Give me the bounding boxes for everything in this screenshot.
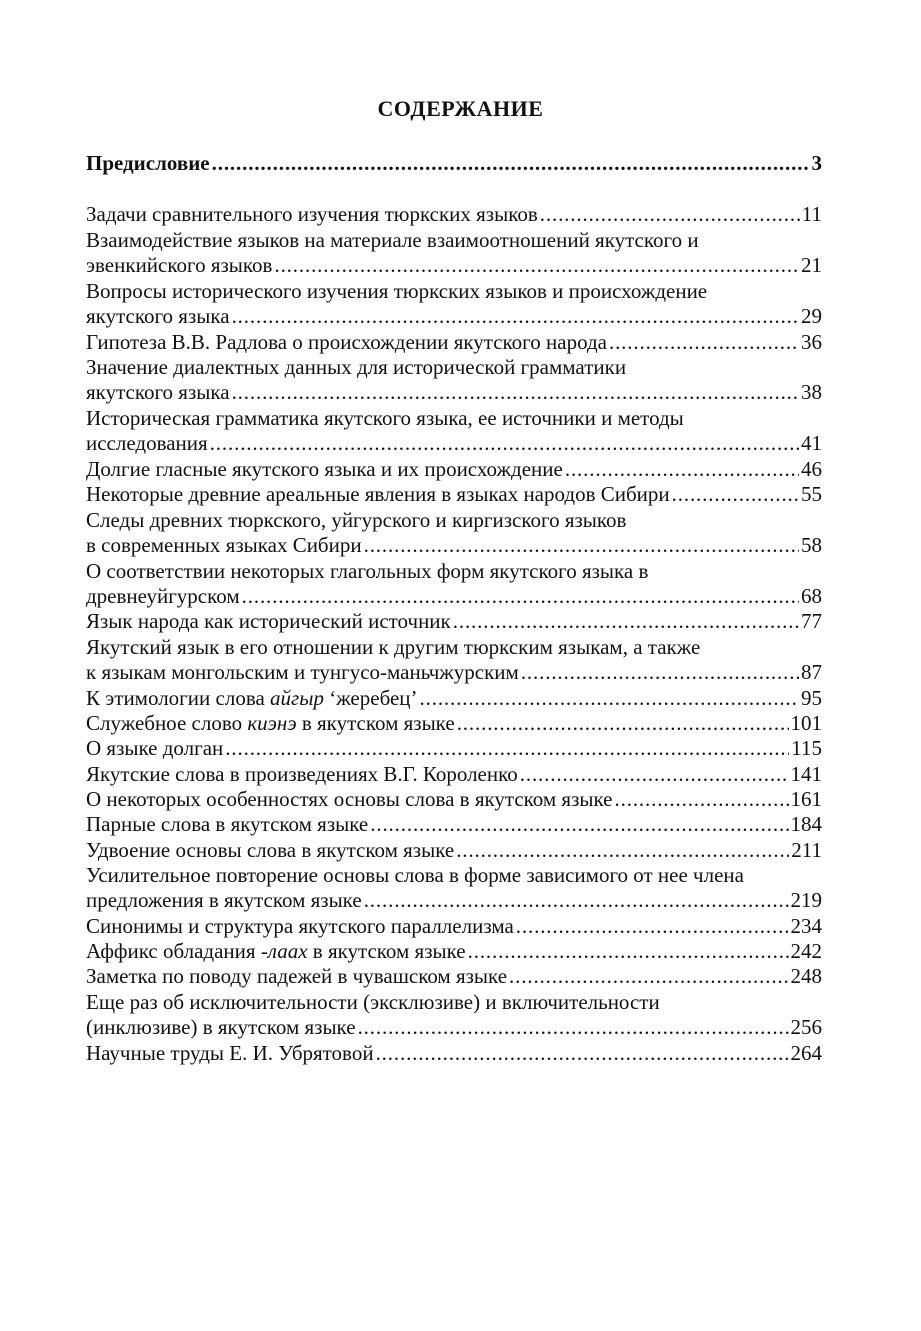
toc-entry-label: эвенкийского языков xyxy=(86,253,273,277)
toc-page-number: 161 xyxy=(790,787,822,811)
toc-entry xyxy=(86,609,822,634)
toc-entry-label: Задачи сравнительного изучения тюркских языков xyxy=(86,202,538,226)
toc-entry-label: Долгие гласные якутского языка и их происхождение xyxy=(86,457,563,481)
toc-entry-line: Следы древних тюркского, уйгурского и киргизского языков xyxy=(86,508,627,532)
toc-page-number: 115 xyxy=(791,736,822,760)
toc-entry xyxy=(86,939,822,964)
toc-entry-label: Предисловие xyxy=(86,151,210,175)
toc-page-number: 219 xyxy=(790,888,822,912)
dot-leader xyxy=(420,686,799,711)
toc-page-number: 211 xyxy=(791,838,822,862)
toc-entry-label xyxy=(86,686,418,711)
toc-page-number: 141 xyxy=(790,762,822,786)
toc-page-number: 248 xyxy=(790,964,822,988)
toc-entry-label: Заметка по поводу падежей в чувашском языке xyxy=(86,964,508,988)
toc-entry-label-part: Аффикс обладания xyxy=(86,939,261,963)
toc-entry-line: Усилительное повторение основы слова в форме зависимого от нее члена xyxy=(86,863,744,887)
toc-entry-label: древнеуйгурском xyxy=(86,584,240,608)
toc-page-number: 41 xyxy=(801,431,822,455)
toc-entry xyxy=(86,431,822,456)
toc-entry-label: исследования xyxy=(86,431,208,455)
toc-entry xyxy=(86,888,822,913)
toc-entry xyxy=(86,914,822,939)
toc-entry-label: О некоторых особенностях основы слова в якутском языке xyxy=(86,787,613,811)
page-title: СОДЕРЖАНИЕ xyxy=(377,96,544,121)
toc-entry-line: Взаимодействие языков на материале взаимоотношений якутского и xyxy=(86,228,699,252)
dot-leader xyxy=(456,838,789,863)
toc-page-number: 21 xyxy=(801,253,822,277)
toc-page-number: 11 xyxy=(801,202,822,226)
dot-leader xyxy=(364,533,799,558)
toc-entry-label: Гипотеза В.В. Радлова о происхождении якутского народа xyxy=(86,330,607,354)
dot-leader xyxy=(376,1041,789,1066)
dot-leader xyxy=(212,151,810,176)
toc-entry xyxy=(86,330,822,355)
toc-entry xyxy=(86,787,822,812)
toc-entry-label-part: Служебное слово xyxy=(86,711,248,735)
toc-entry xyxy=(86,380,822,405)
toc-entry xyxy=(86,304,822,329)
toc-entry-label: предложения в якутском языке xyxy=(86,888,362,912)
toc-entry xyxy=(86,762,822,787)
toc-entry xyxy=(86,202,822,227)
toc-entry-label: Парные слова в якутском языке xyxy=(86,812,369,836)
toc-entry xyxy=(86,838,822,863)
toc-page-number: 95 xyxy=(801,686,822,710)
dot-leader xyxy=(358,1015,789,1040)
toc-entry xyxy=(86,584,822,609)
toc-page-number: 256 xyxy=(790,1015,822,1039)
toc-page-number: 29 xyxy=(801,304,822,328)
toc-entry xyxy=(86,457,822,482)
toc-entry-label-part: К этимологии слова xyxy=(86,686,271,710)
toc-entry-line: Значение диалектных данных для исторической грамматики xyxy=(86,355,627,379)
toc-entry-label: Якутские слова в произведениях В.Г. Короленко xyxy=(86,762,518,786)
toc-entry-label: Удвоение основы слова в якутском языке xyxy=(86,838,455,862)
toc-entry-line: Якутский язык в его отношении к другим тюркским языкам, а также xyxy=(86,635,701,659)
toc-entry-label: якутского языка xyxy=(86,304,230,328)
toc-entry xyxy=(86,736,822,761)
toc-entry xyxy=(86,482,822,507)
toc-page-number: 184 xyxy=(790,812,822,836)
dot-leader xyxy=(609,330,799,355)
dot-leader xyxy=(232,380,799,405)
toc-entry-italic-word: киэнэ xyxy=(247,711,297,735)
toc-entry-label: Некоторые древние ареальные явления в языках народов Сибири xyxy=(86,482,670,506)
toc-entry-italic-word: -лаах xyxy=(260,939,308,963)
dot-leader xyxy=(210,431,799,456)
toc-page-number: 36 xyxy=(801,330,822,354)
toc-page-number: 264 xyxy=(790,1041,822,1065)
toc-entry xyxy=(86,686,822,711)
toc-entry-line: Историческая грамматика якутского языка, ее источники и методы xyxy=(86,406,684,430)
dot-leader xyxy=(540,202,800,227)
dot-leader xyxy=(672,482,799,507)
toc-entry-line: Вопросы исторического изучения тюркских языков и происхождение xyxy=(86,279,708,303)
toc-entry-label: Язык народа как исторический источник xyxy=(86,609,451,633)
toc-entry-italic-word: айгыр xyxy=(270,686,324,710)
dot-leader xyxy=(225,736,789,761)
dot-leader xyxy=(457,711,789,736)
dot-leader xyxy=(274,253,799,278)
toc-page-number: 242 xyxy=(790,939,822,963)
toc-page-number: 87 xyxy=(801,660,822,684)
toc-entry xyxy=(86,660,822,685)
toc-entry-label-part: в якутском языке xyxy=(307,939,466,963)
toc-entry-label: О языке долган xyxy=(86,736,224,760)
dot-leader xyxy=(615,787,789,812)
toc-entry xyxy=(86,533,822,558)
toc-entry-label-part: в якутском языке xyxy=(296,711,455,735)
toc-page-number: 68 xyxy=(801,584,822,608)
toc-entry-label: к языкам монгольским и тунгусо-маньчжурским xyxy=(86,660,519,684)
dot-leader xyxy=(242,584,799,609)
toc-entry-line: Еще раз об исключительности (эксклюзиве) и включительности xyxy=(86,990,660,1014)
dot-leader xyxy=(453,609,799,634)
toc-page-number: 55 xyxy=(801,482,822,506)
dot-leader xyxy=(565,457,799,482)
dot-leader xyxy=(509,964,788,989)
dot-leader xyxy=(364,888,789,913)
toc-entry-label-part: ‘жеребец’ xyxy=(323,686,418,710)
toc-entry xyxy=(86,964,822,989)
toc-entry-label: Синонимы и структура якутского параллелизма xyxy=(86,914,514,938)
toc-entry-label xyxy=(86,711,455,736)
toc-page-number: 234 xyxy=(790,914,822,938)
toc-page-number: 58 xyxy=(801,533,822,557)
toc-page-number: 3 xyxy=(811,151,822,175)
toc-page-number: 38 xyxy=(801,380,822,404)
toc-entry-preface xyxy=(86,151,822,176)
toc-entry xyxy=(86,253,822,278)
toc-page-number: 101 xyxy=(790,711,822,735)
toc-page-number: 77 xyxy=(801,609,822,633)
toc-entry-label: Научные труды Е. И. Убрятовой xyxy=(86,1041,374,1065)
dot-leader xyxy=(468,939,789,964)
toc-entry-label: в современных языках Сибири xyxy=(86,533,362,557)
dot-leader xyxy=(516,914,789,939)
toc-entry-label xyxy=(86,939,466,964)
toc-entry-label: якутского языка xyxy=(86,380,230,404)
toc-page-number: 46 xyxy=(801,457,822,481)
toc-entry-line: О соответствии некоторых глагольных форм якутского языка в xyxy=(86,559,649,583)
dot-leader xyxy=(521,660,799,685)
toc-entry xyxy=(86,1015,822,1040)
dot-leader xyxy=(370,812,788,837)
toc-entry xyxy=(86,711,822,736)
dot-leader xyxy=(232,304,799,329)
dot-leader xyxy=(520,762,789,787)
toc-entry-label: (инклюзиве) в якутском языке xyxy=(86,1015,356,1039)
toc-entry xyxy=(86,1041,822,1066)
toc-entry xyxy=(86,812,822,837)
